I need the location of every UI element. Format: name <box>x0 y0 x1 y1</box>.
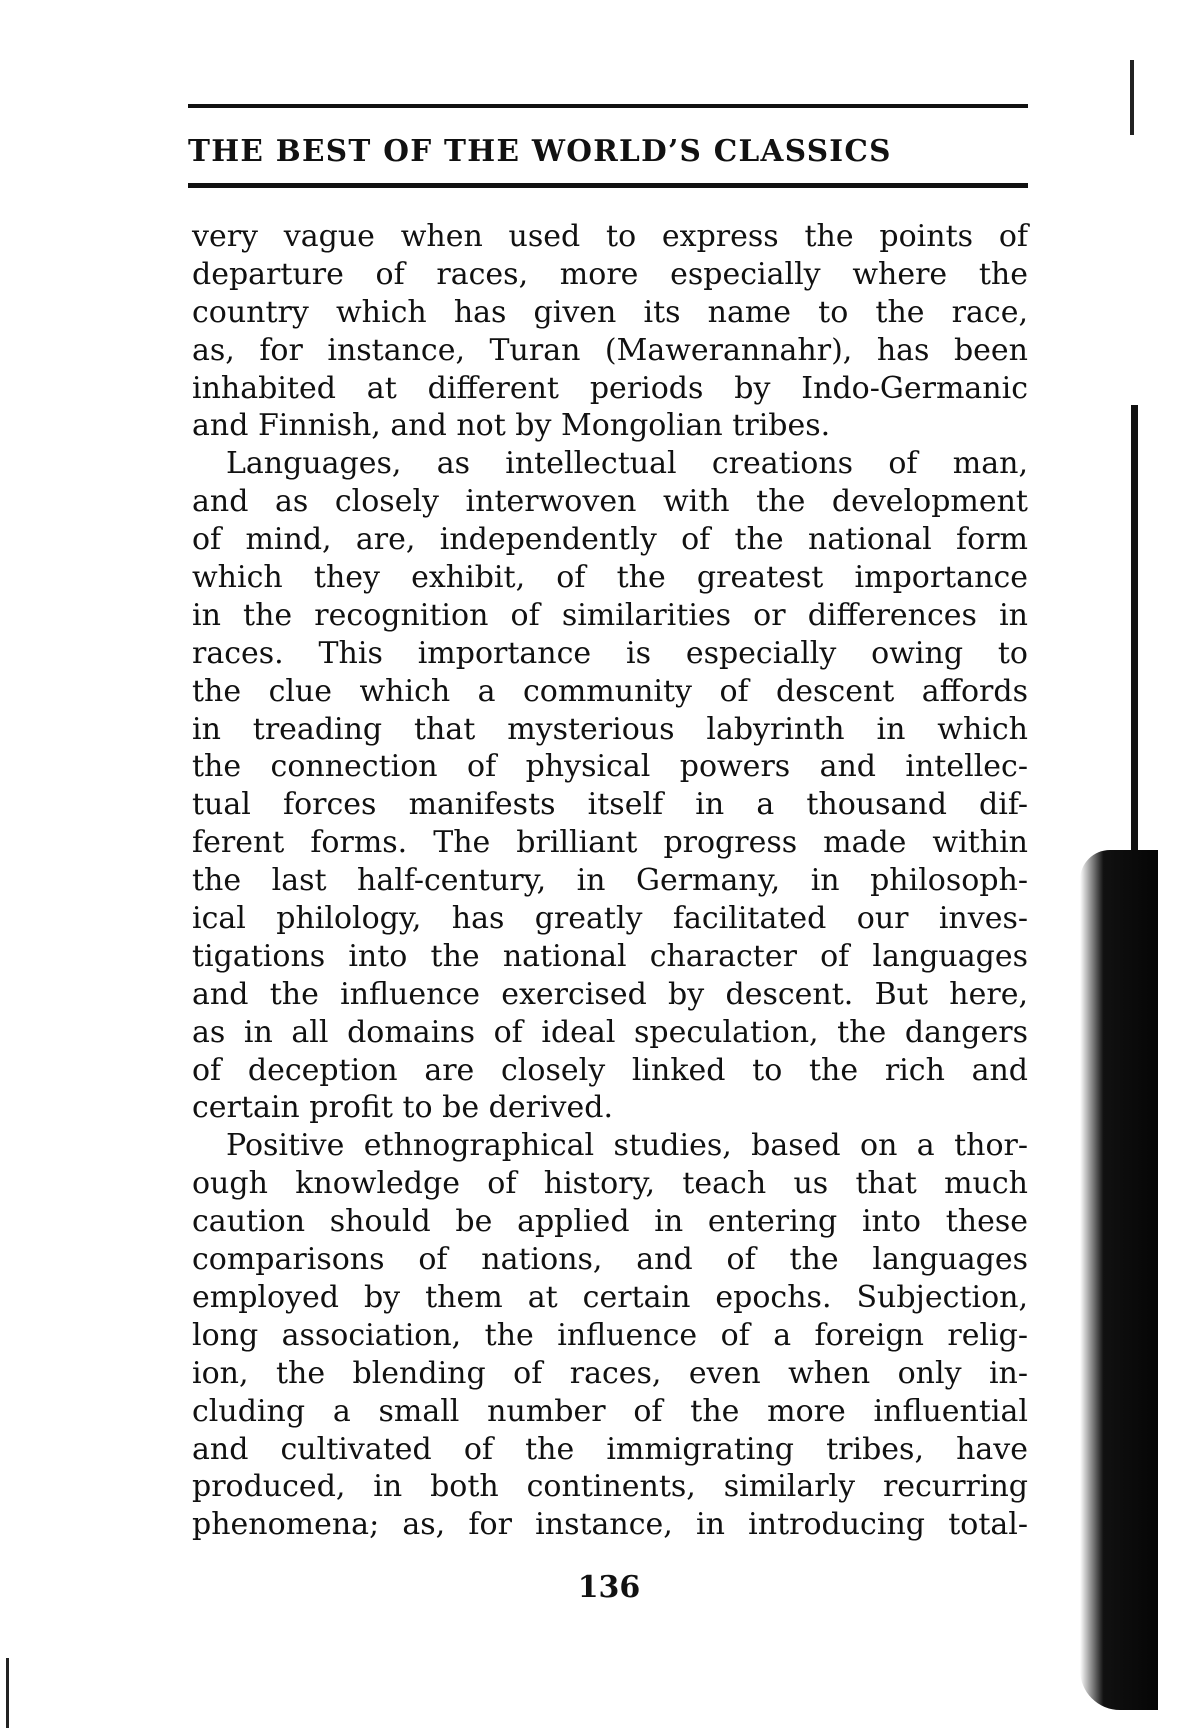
header-rule-bottom <box>188 183 1028 188</box>
text-line: and cultivated of the immigrating tribes, have <box>192 1431 1028 1467</box>
text-line: caution should be applied in entering into these <box>192 1204 1028 1240</box>
binding-mark <box>1130 60 1134 135</box>
text-line: ion, the blending of races, even when only in- <box>192 1355 1028 1391</box>
text-line: races. This importance is especially owing to <box>192 635 1028 671</box>
paragraph <box>192 1127 1028 1544</box>
text-line: comparisons of nations, and of the languages <box>192 1242 1028 1278</box>
text-line: in the recognition of similarities or differences in <box>192 597 1028 633</box>
text-line: ferent forms. The brilliant progress made within <box>192 825 1028 861</box>
text-line: in treading that mysterious labyrinth in which <box>192 711 1028 747</box>
text-line: employed by them at certain epochs. Subjection, <box>192 1279 1028 1315</box>
text-line: long association, the influence of a foreign relig- <box>192 1317 1028 1353</box>
text-line: of deception are closely linked to the rich and <box>192 1052 1028 1088</box>
text-line: cluding a small number of the more influential <box>192 1393 1028 1429</box>
text-line: country which has given its name to the race, <box>192 294 1028 330</box>
text-line: and as closely interwoven with the development <box>192 484 1028 520</box>
text-line: departure of races, more especially where the <box>192 256 1028 292</box>
page-number: 136 <box>577 1570 641 1605</box>
text-line: the clue which a community of descent affords <box>192 673 1028 709</box>
binding-edge-line <box>1131 405 1138 865</box>
paragraph <box>192 445 1028 1127</box>
text-line: tigations into the national character of languages <box>192 938 1028 974</box>
paragraph <box>192 218 1028 445</box>
text-line: ical philology, has greatly facilitated our inves- <box>192 901 1028 937</box>
text-line: tual forces manifests itself in a thousand dif- <box>192 787 1028 823</box>
running-head: THE BEST OF THE WORLD’S CLASSICS <box>188 133 892 168</box>
text-line: Positive ethnographical studies, based on a thor- <box>226 1128 1028 1164</box>
text-line: ough knowledge of history, teach us that much <box>192 1166 1028 1202</box>
text-line: of mind, are, independently of the national form <box>192 522 1028 558</box>
text-line: phenomena; as, for instance, in introducing total- <box>192 1507 1028 1543</box>
text-line: produced, in both continents, similarly recurring <box>192 1469 1028 1505</box>
text-line: as, for instance, Turan (Mawerannahr), has been <box>192 332 1028 368</box>
body-text <box>192 218 1028 1544</box>
text-line: the connection of physical powers and intellec- <box>192 749 1028 785</box>
text-line: which they exhibit, of the greatest importance <box>192 560 1028 596</box>
text-line: Languages, as intellectual creations of man, <box>226 446 1028 482</box>
page-edge-mark <box>6 1658 9 1728</box>
text-line: and Finnish, and not by Mongolian tribes. <box>192 408 831 444</box>
text-line: very vague when used to express the points of <box>192 219 1028 254</box>
text-line: inhabited at different periods by Indo-Germanic <box>192 370 1028 406</box>
text-line: and the influence exercised by descent. But here, <box>192 976 1028 1012</box>
text-line: certain profit to be derived. <box>192 1090 613 1126</box>
header-rule-top <box>188 104 1028 108</box>
text-line: as in all domains of ideal speculation, the dangers <box>192 1014 1028 1050</box>
text-line: the last half-century, in Germany, in philosoph- <box>192 863 1028 899</box>
